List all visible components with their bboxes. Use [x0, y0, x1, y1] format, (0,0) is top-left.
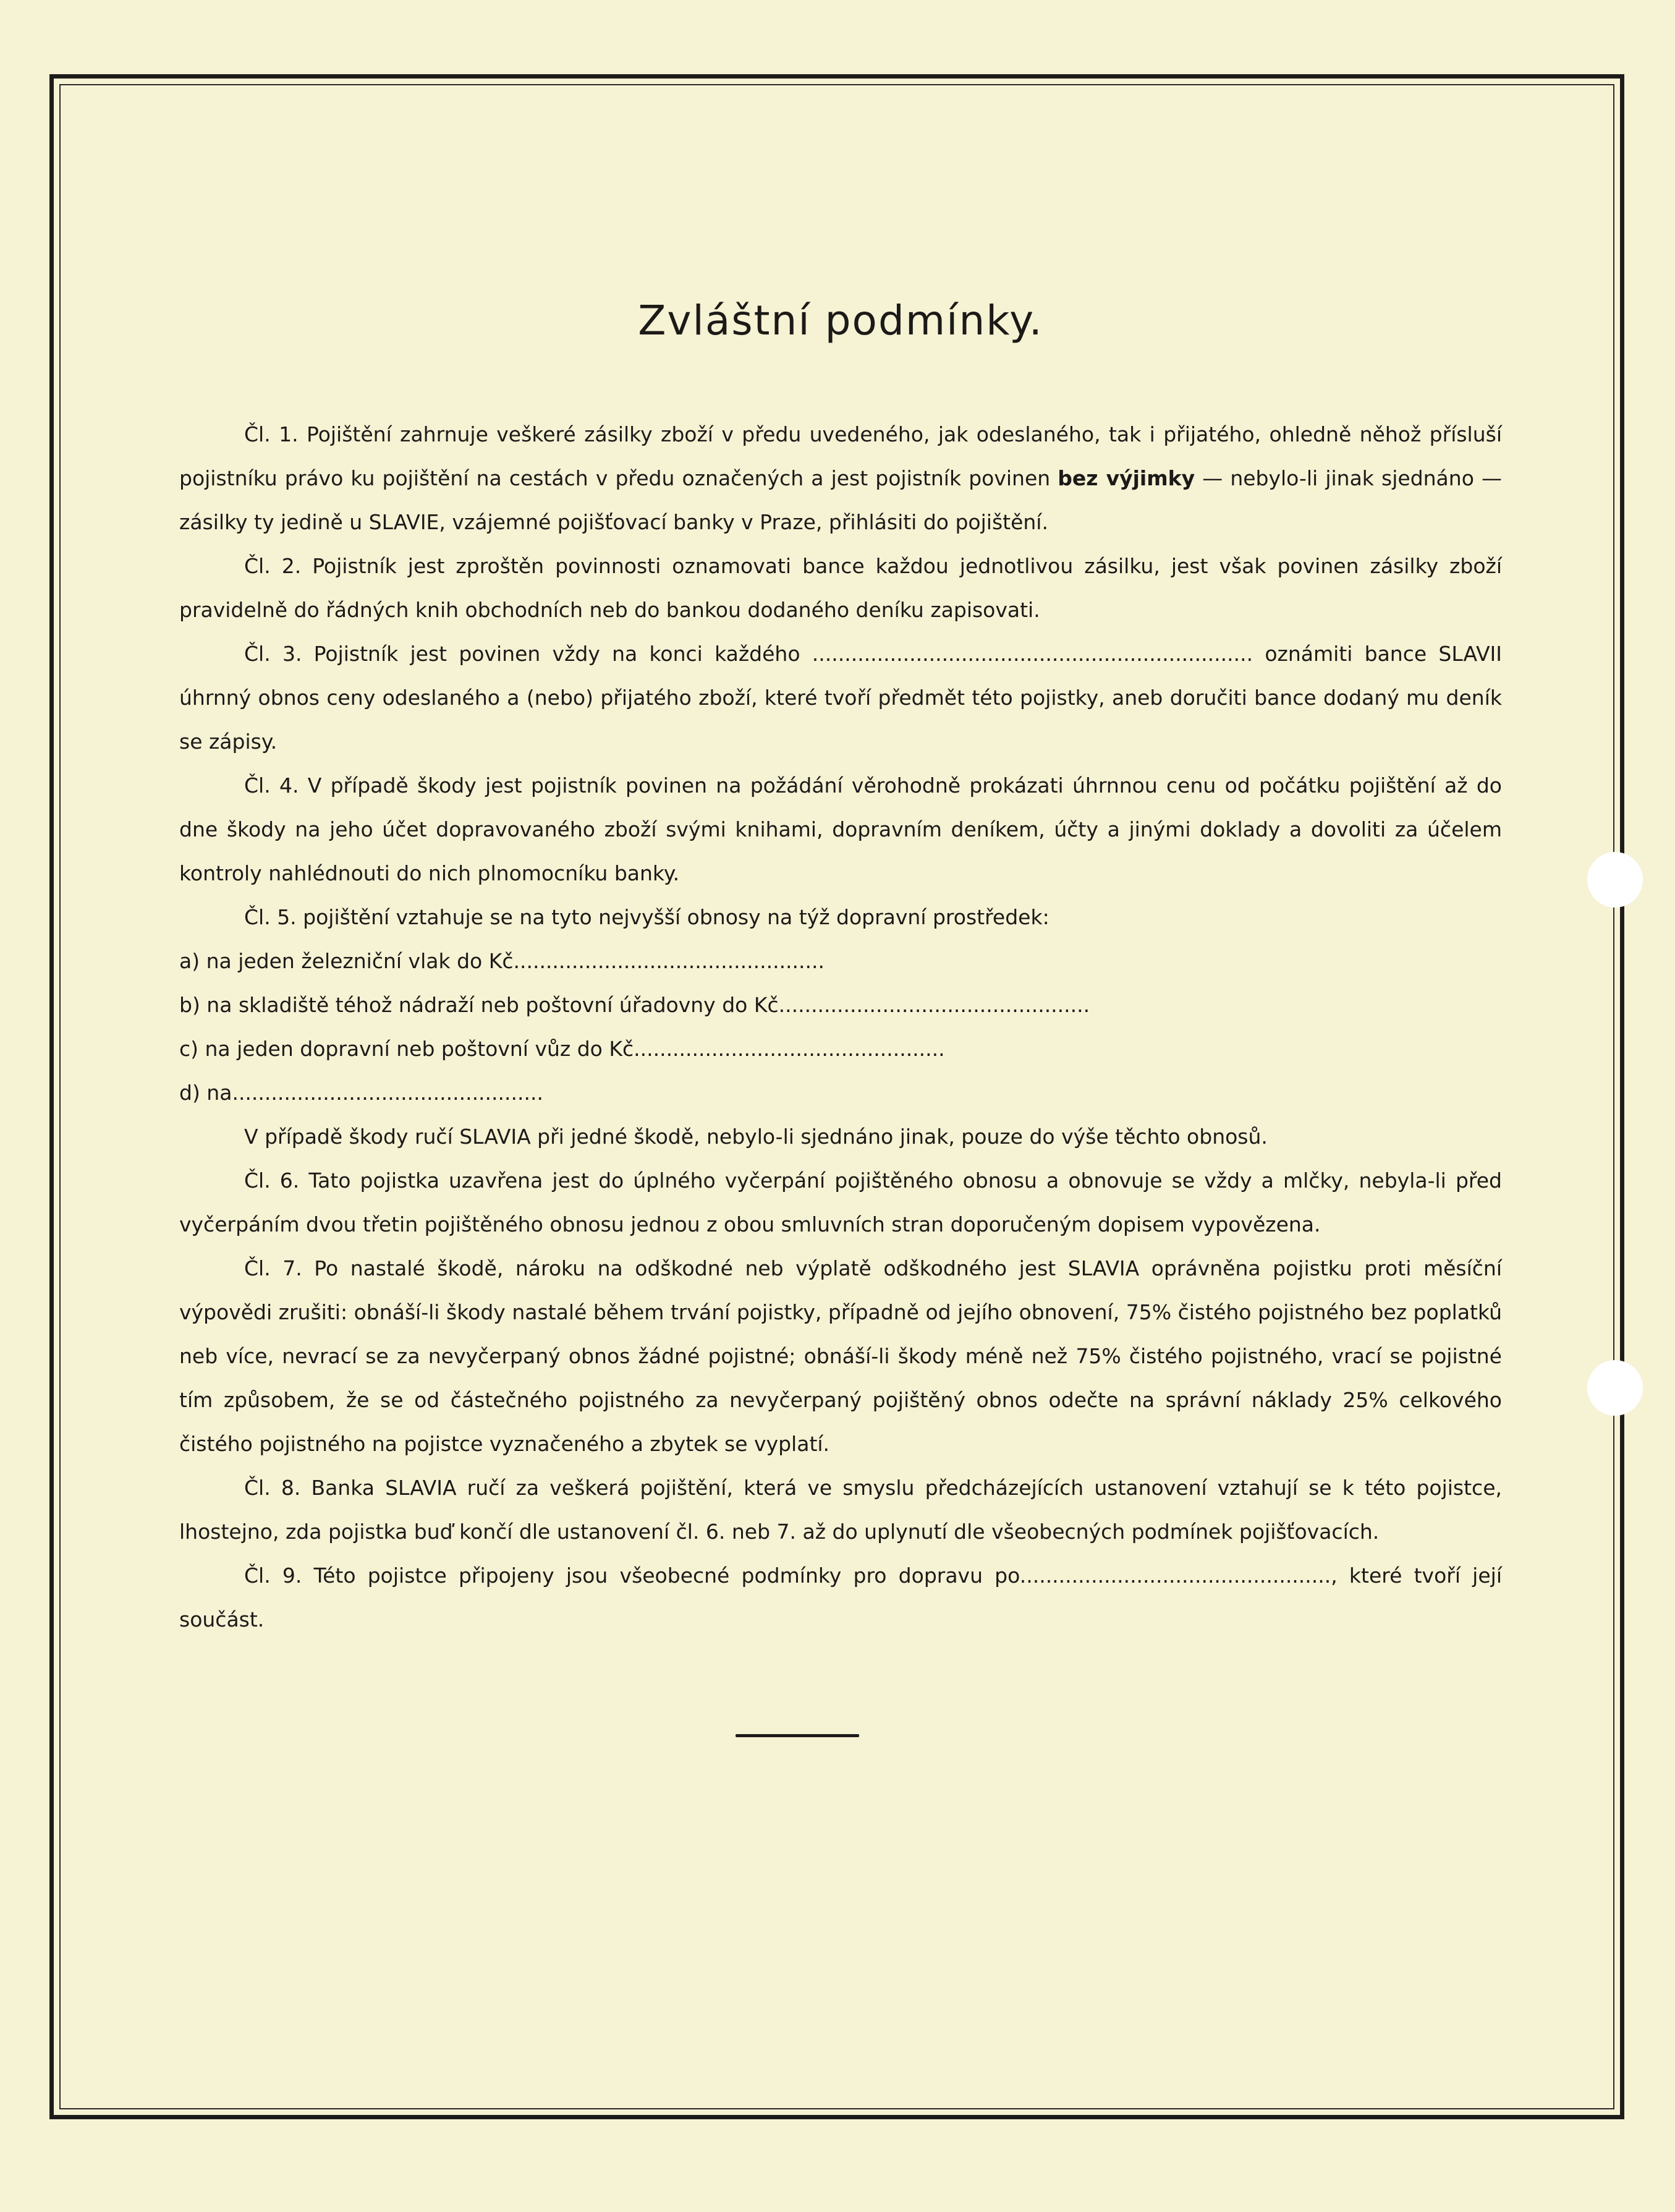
article-5-item-c: c) na jeden dopravní neb poštovní vůz do Kč................................................: [179, 1037, 945, 1061]
article-2: Čl. 2. Pojistník jest zproštěn povinnosti oznamovati bance každou jednotlivou zásilku, jest však povinen zásilky zboží pravidelně do řádných knih obchodních neb do bankou dodaného deníku zapisovati.: [179, 554, 1502, 622]
article-5-item-b: b) na skladiště téhož nádraží neb poštovní úřadovny do Kč................................................: [179, 993, 1090, 1017]
article-5: Čl. 5. pojištění vztahuje se na tyto nejvyšší obnosy na týž dopravní prostředek:: [244, 905, 1050, 929]
closing-rule: [736, 1734, 859, 1737]
article-8: Čl. 8. Banka SLAVIA ručí za veškerá pojištění, která ve smyslu předcházejících ustanovení vztahují se k této pojistce, lhostejno, zda pojistka buď končí dle ustanovení čl. 6. neb 7. až do uplynutí dle všeobecných podmínek pojišťovacích.: [179, 1476, 1502, 1544]
article-1-bold: bez výjimky: [1058, 466, 1195, 490]
document-body: [179, 297, 1502, 1641]
article-3: Čl. 3. Pojistník jest povinen vždy na konci každého .................................................................... oznámiti bance SLAVII úhrnný obnos ceny odeslaného a (nebo) přijatého zboží, které tvoří předmět této pojistky, aneb doručiti bance dodaný mu deník se zápisy.: [179, 642, 1502, 754]
article-1: [179, 412, 1502, 544]
document-title: Zvláštní podmínky.: [638, 297, 1043, 344]
article-5-note: V případě škody ručí SLAVIA při jedné škodě, nebylo-li sjednáno jinak, pouze do výše těchto obnosů.: [244, 1125, 1268, 1149]
article-7: Čl. 7. Po nastalé škodě, nároku na odškodné neb výplatě odškodného jest SLAVIA oprávněna pojistku proti měsíční výpovědi zrušiti: obnáší-li škody nastalé během trvání pojistky, případně od jejího obnovení, 75% čistého pojistného bez poplatků neb více, nevrací se za nevyčerpaný obnos žádné pojistné; obnáší-li škody méně než 75% čistého pojistného, vrací se pojistné tím způsobem, že se od částečného pojistného za nevyčerpaný pojištěný obnos odečte na správní náklady 25% celkového čistého pojistného na pojistce vyznačeného a zbytek se vyplatí.: [179, 1256, 1502, 1456]
article-5-item-a: a) na jeden železniční vlak do Kč................................................: [179, 949, 825, 973]
article-1-text-a: Čl. 1. Pojištění zahrnuje veškeré zásilky zboží v předu uvedeného, jak odeslaného, tak i přijatého, ohledně něhož přísluší pojistníku právo ku pojištění na cestách v předu označených a jest pojistník povinen: [179, 422, 1502, 490]
article-9: Čl. 9. Této pojistce připojeny jsou všeobecné podmínky pro dopravu po................................................, které tvoří její součást.: [179, 1563, 1502, 1631]
article-1-text-b: — nebylo-li jinak sjednáno — zásilky ty jedině u SLAVIE, vzájemné pojišťovací banky v Praze, přihlásiti do pojištění.: [179, 466, 1502, 534]
punch-hole-lower: [1587, 1360, 1643, 1416]
article-5-item-d: d) na................................................: [179, 1081, 543, 1105]
article-6: Čl. 6. Tato pojistka uzavřena jest do úplného vyčerpání pojištěného obnosu a obnovuje se vždy a mlčky, nebyla-li před vyčerpáním dvou třetin pojištěného obnosu jednou z obou smluvních stran doporučeným dopisem vypovězena.: [179, 1168, 1502, 1236]
article-4: Čl. 4. V případě škody jest pojistník povinen na požádání věrohodně prokázati úhrnnou cenu od počátku pojištění až do dne škody na jeho účet dopravovaného zboží svými knihami, dopravním deníkem, účty a jinými doklady a dovoliti za účelem kontroly nahlédnouti do nich plnomocníku banky.: [179, 773, 1502, 885]
punch-hole-upper: [1587, 852, 1643, 908]
